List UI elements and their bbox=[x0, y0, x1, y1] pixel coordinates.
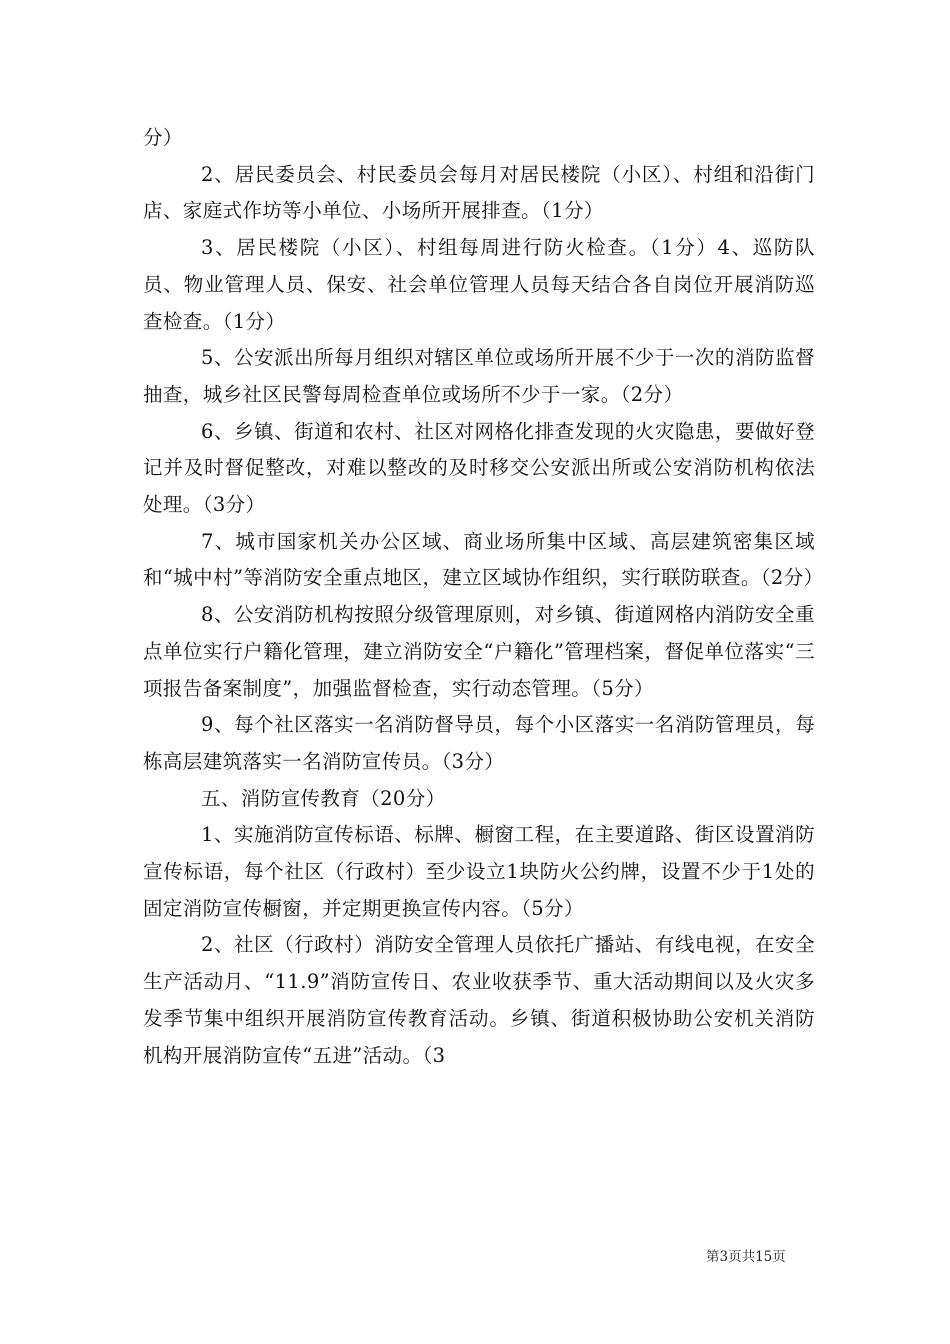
paragraph: 9、每个社区落实一名消防督导员，每个小区落实一名消防管理员，每栋高层建筑落实一名消防宣传员。（3分） bbox=[143, 713, 815, 773]
paragraph: 6、乡镇、街道和农村、社区对网格化排查发现的火灾隐患，要做好登记并及时督促整改，对难以整改的及时移交公安派出所或公安消防机构依法处理。（3分） bbox=[143, 419, 815, 517]
page-footer: 第3页共15页 bbox=[706, 1249, 786, 1265]
document-body bbox=[143, 120, 824, 1074]
paragraph: 五、消防宣传教育（20分） bbox=[201, 786, 446, 810]
paragraph: 分） bbox=[143, 126, 183, 149]
paragraph: 2、社区（行政村）消防安全管理人员依托广播站、有线电视，在安全生产活动月、“11.9”消防宣传日、农业收获季节、重大活动期间以及火灾多发季节集中组织开展消防宣传教育活动。乡镇、街道积极协助公安机关消防机构开展消防宣传“五进”活动。（3 bbox=[143, 933, 815, 1067]
paragraph: 8、公安消防机构按照分级管理原则，对乡镇、街道网格内消防安全重点单位实行户籍化管理，建立消防安全“户籍化”管理档案，督促单位落实“三项报告备案制度”，加强监督检查，实行动态管理。（5分） bbox=[143, 603, 815, 700]
paragraph: 2、居民委员会、村民委员会每月对居民楼院（小区）、村组和沿街门店、家庭式作坊等小单位、小场所开展排查。（1分） bbox=[143, 162, 815, 223]
paragraph: 1、实施消防宣传标语、标牌、橱窗工程，在主要道路、街区设置消防宣传标语，每个社区（行政村）至少设立1块防火公约牌，设置不少于1处的固定消防宣传橱窗，并定期更换宣传内容。（5分） bbox=[143, 823, 815, 920]
paragraph: 3、居民楼院（小区）、村组每周进行防火检查。（1分）4、巡防队员、物业管理人员、保安、社会单位管理人员每天结合各自岗位开展消防巡查检查。（1分） bbox=[143, 236, 815, 333]
paragraph: 7、城市国家机关办公区域、商业场所集中区域、高层建筑密集区域和“城中村”等消防安全重点地区，建立区域协作组织，实行联防联查。（2分） bbox=[143, 529, 824, 590]
paragraph: 5、公安派出所每月组织对辖区单位或场所开展不少于一次的消防监督抽查，城乡社区民警每周检查单位或场所不少于一家。（2分） bbox=[143, 346, 815, 406]
